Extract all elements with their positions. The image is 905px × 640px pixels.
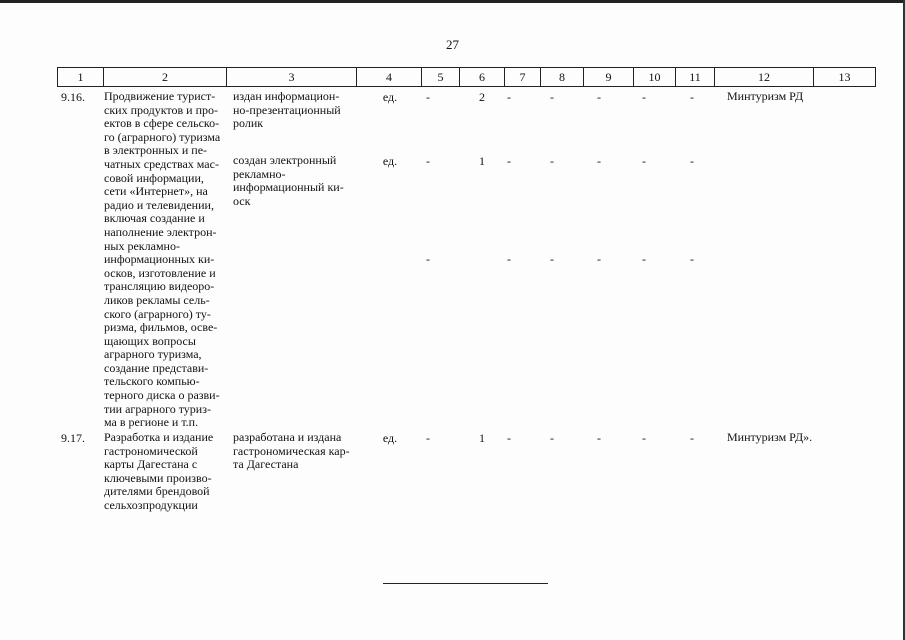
responsible-cell: Минтуризм РД [727, 89, 804, 103]
result-indicator: создан электронный рекламно- информационный ки- оск [233, 153, 344, 208]
value-cell: - [642, 154, 646, 168]
value-cell: - [597, 252, 601, 266]
value-cell: - [690, 154, 694, 168]
value-cell: - [550, 90, 554, 104]
footer-rule [383, 583, 548, 584]
value-cell: - [550, 431, 554, 445]
column-header-3: 3 [226, 68, 356, 86]
value-cell: - [642, 90, 646, 104]
page-number: 27 [446, 37, 459, 52]
row-description: Разработка и издание гастрономической карты Дагестана с ключевыми произво- дителями брендовой сельхозпродукции [104, 430, 214, 512]
value-cell: - [426, 154, 430, 168]
table-header-row [57, 67, 876, 87]
column-header-7: 7 [504, 68, 540, 86]
value-cell: - [597, 154, 601, 168]
column-header-4: 4 [356, 68, 421, 86]
unit-cell: ед. [382, 431, 398, 445]
unit-cell: ед. [382, 90, 398, 104]
result-indicator: разработана и издана гастрономическая кар- та Дагестана [233, 430, 350, 472]
column-header-12: 12 [714, 68, 813, 86]
value-cell: - [642, 252, 646, 266]
row-description: Продвижение турист- ских продуктов и про- ектов в сфере сельско- го (аграрного) туризма в электронных и пе- чатных средствах мас- совой информации, сети «Интернет», на радио и телевидении, включая создание и наполнение электрон- ных рекламно- информационных ки- осков, изготовление и трансляцию видеоро- ликов рекламы сель- ского (аграрного) ту- ризма, фильмов, осве- щающих вопросы аграрного туризма, создание представи- тельского компью- терного диска о разви- тии аграрного туриз- ма в регионе и т.п. [104, 89, 221, 430]
value-cell: - [550, 154, 554, 168]
column-header-10: 10 [633, 68, 675, 86]
column-header-13: 13 [813, 68, 875, 86]
value-cell: - [507, 252, 511, 266]
value-cell: 1 [479, 154, 485, 168]
responsible-cell: Минтуризм РД». [727, 430, 813, 444]
value-cell: - [426, 252, 430, 266]
value-cell: - [550, 252, 554, 266]
value-cell: - [642, 431, 646, 445]
value-cell: - [690, 90, 694, 104]
column-header-6: 6 [459, 68, 504, 86]
scan-edge-top [0, 0, 905, 3]
unit-cell: ед. [382, 154, 398, 168]
value-cell: - [426, 90, 430, 104]
column-header-11: 11 [675, 68, 714, 86]
column-header-8: 8 [540, 68, 583, 86]
value-cell: - [597, 90, 601, 104]
value-cell: - [507, 431, 511, 445]
value-cell: 2 [479, 90, 485, 104]
column-header-1: 1 [77, 70, 84, 84]
row-number: 9.17. [61, 431, 85, 445]
value-cell: - [426, 431, 430, 445]
value-cell: - [597, 431, 601, 445]
result-indicator: издан информацион- но-презентационный ролик [233, 89, 341, 131]
column-header-5: 5 [421, 68, 459, 86]
value-cell: - [690, 431, 694, 445]
value-cell: 1 [479, 431, 485, 445]
value-cell: - [507, 90, 511, 104]
value-cell: - [690, 252, 694, 266]
column-header-2: 2 [103, 68, 226, 86]
row-number: 9.16. [61, 90, 85, 104]
column-header-9: 9 [583, 68, 633, 86]
value-cell: - [507, 154, 511, 168]
